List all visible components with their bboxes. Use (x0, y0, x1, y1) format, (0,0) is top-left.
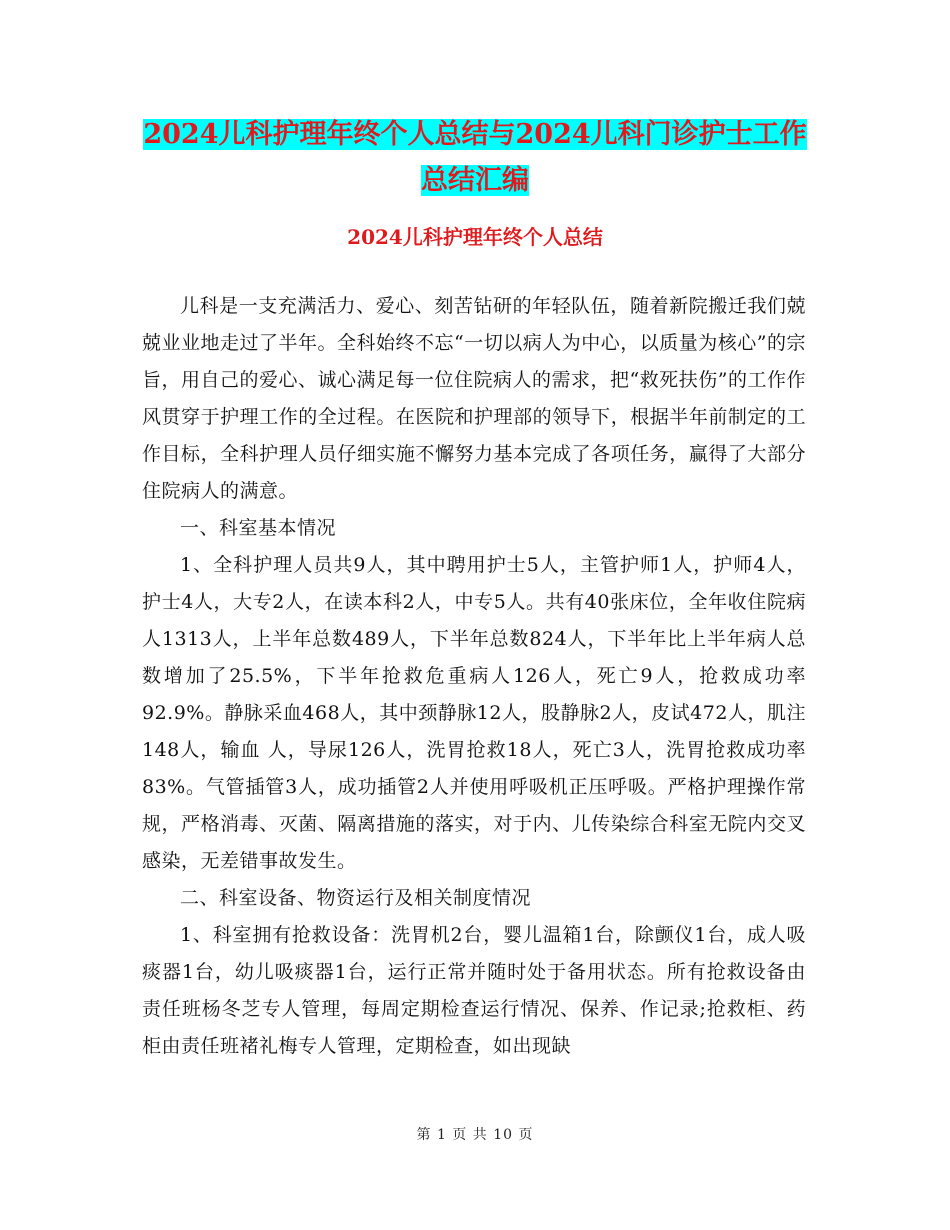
document-title (140, 112, 810, 204)
paragraph-staff-stats: 1、全科护理人员共9人，其中聘用护士5人，主管护师1人，护师4人，护士4人，大专2人，在读本科2人，中专5人。共有40张床位，全年收住院病人1313人，上半年总数489人，下半年总数824人，下半年比上半年病人总数增加了25.5%，下半年抢救危重病人126人，死亡9人，抢救成功率92.9%。静脉采血468人，其中颈静脉12人，股静脉2人，皮试472人，肌注148人，输血 人，导尿126人，洗胃抢救18人，死亡3人，洗胃抢救成功率83%。气管插管3人，成功插管2人并使用呼吸机正压呼吸。严格护理操作常规，严格消毒、灭菌、隔离措施的落实，对于内、儿传染综合科室无院内交叉感染，无差错事故发生。 (142, 554, 806, 872)
page-footer: 第 1 页 共 10 页 (416, 1127, 534, 1143)
paragraph-equipment: 1、科室拥有抢救设备：洗胃机2台，婴儿温箱1台，除颤仪1台，成人吸痰器1台，幼儿吸痰器1台，运行正常并随时处于备用状态。所有抢救设备由责任班杨冬芝专人管理，每周定期检查运行情况、保养、作记录;抢救柜、药柜由责任班褚礼梅专人管理，定期检查，如出现缺 (142, 924, 806, 1057)
heading-dept-basics: 一、科室基本情况 (180, 517, 337, 539)
section-title: 2024儿科护理年终个人总结 (347, 225, 603, 249)
paragraph-intro: 儿科是一支充满活力、爱心、刻苦钻研的年轻队伍，随着新院搬迁我们兢兢业业地走过了半年。全科始终不忘“一切以病人为中心，以质量为核心”的宗旨，用自己的爱心、诚心满足每一位住院病人的需求，把“救死扶伤”的工作作风贯穿于护理工作的全过程。在医院和护理部的领导下，根据半年前制定的工作目标，全科护理人员仔细实施不懈努力基本完成了各项任务，赢得了大部分住院病人的满意。 (142, 295, 806, 502)
document-body (142, 288, 806, 1065)
document-title-text: 2024儿科护理年终个人总结与2024儿科门诊护士工作总结汇编 (143, 119, 807, 196)
heading-equipment: 二、科室设备、物资运行及相关制度情况 (180, 887, 532, 909)
